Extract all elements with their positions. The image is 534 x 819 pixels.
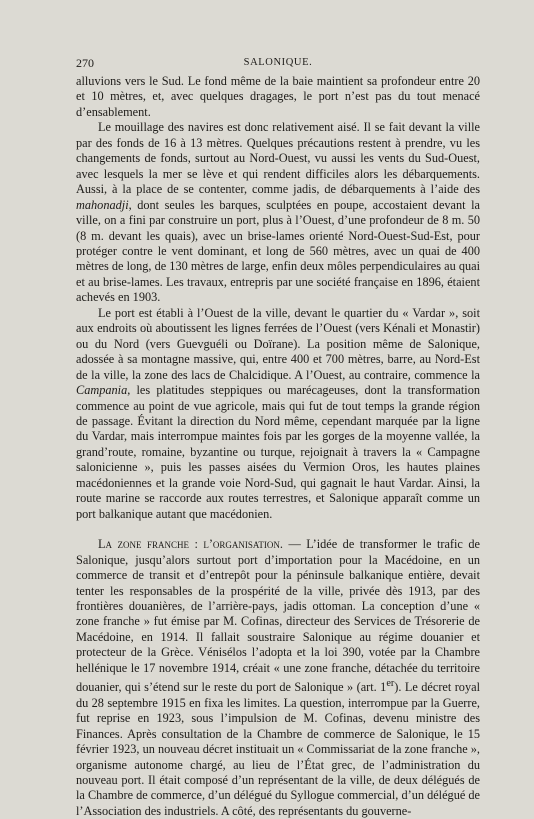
paragraph-anchorage [76, 120, 480, 305]
running-title: SALONIQUE. [243, 57, 313, 68]
paragraph-text: , les platitudes steppiques ou marécageuses, dont la transformation commence au point de vue agricole, mais qui fut de tout temps la grande région de passage. Évitant la direction du Nord même, cependant marquée par la ligne du Vardar, mais interrompue maintes fois par les gorges de la moyenne vallée, la grand’route, romaine, byzantine ou turque, rejoignait à travers la « Campagne salonicienne », puis les passes aisées du Vermion Oros, les hautes plaines macédoniennes et la grande voie Nord-Sud, qui gagnait le haut Vardar. Ainsi, la route marine se raccorde aux routes terrestres, et Salonique apparaît comme un port balkanique autant que macédonien. [76, 383, 480, 521]
page-number: 270 [76, 56, 94, 70]
paragraph-text: , dont seules les barques, sculptées en poupe, accostaient devant la ville, on a fini par construire un port, plus à l’Ouest, d’une profondeur de 8 m. 50 (8 m. devant les quais), avec un brise-lames orienté Nord-Ouest-Sud-Est, pour protéger contre le vent dominant, et long de 560 mètres, avec un quai de 400 mètres de long, de 130 mètres de large, enfin deux môles perpendiculaires au quai et au brise-lames. Les travaux, entrepris par une société française en 1896, étaient achevés en 1903. [76, 197, 480, 305]
paragraph-port-location [76, 306, 480, 522]
text-body [76, 74, 480, 819]
section-heading: La zone franche : l’organisation. [98, 537, 283, 552]
running-head [76, 56, 480, 70]
paragraph-text: ). Le décret royal du 28 septembre 1915 en fixa les limites. La question, interrompue par la Guerre, fut reprise en 1923, sous l’impulsion de M. Cofinas, devenu ministre des Finances. Après consultation de la Chambre de commerce de Salonique, le 15 février 1923, un nouveau décret instituait un « Commissariat de la zone franche », organisme autonome chargé, au lieu de l’État grec, de l’administration du nouveau port. Il était composé d’un représentant de la ville, de deux délégués de la Chambre de commerce, d’un délégué du Syllogue commercial, d’un délégué de l’Association des industriels. A côté, des représentants du gouverne- [76, 680, 480, 818]
italic-term: Campania [76, 383, 128, 398]
paragraph-free-zone [76, 537, 480, 819]
paragraph-text: L’idée de transformer le trafic de Salonique, jusqu’alors surtout port d’importation pour la Macédoine, en un commerce de transit et d’entrepôt pour la péninsule balkanique entière, devait tenter les responsables de la prospérité de la ville, privée dès 1913, par des frontières douanières, de l’arrière-pays, jadis ottoman. La conception d’une « zone franche » fut émise par M. Cofinas, directeur des Services de Trésorerie de Macédoine, en 1914. Il fallait soustraire Salonique au régime douanier et protecteur de la Grèce. Vénisélos l’adopta et la loi 390, votée par la Chambre hellénique le 17 novembre 1914, créait « une zone franche, détachée du territoire douanier, qui s’étend sur le reste du port de Salonique » (art. 1 [76, 537, 480, 695]
paragraph-continuation: alluvions vers le Sud. Le fond même de la baie maintient sa profondeur entre 20 et 10 mètres, et, avec quelques dragages, le port n’est pas du tout menacé d’ensablement. [76, 74, 480, 119]
heading-dash: — [283, 537, 307, 552]
paragraph-text: Le mouillage des navires est donc relativement aisé. Il se fait devant la ville par des fonds de 16 à 13 mètres. Quelques précautions restent à prendre, vu les changements de fonds, surtout au Nord-Ouest, vu aussi les vents du Sud-Ouest, avec lesquels la mer se lève et qui rendent difficiles alors les débarquements. Aussi, à la place de se contenter, comme jadis, de débarquements à l’aide des [76, 120, 480, 197]
italic-term: mahonadji [76, 197, 129, 212]
paragraph-text: Le port est établi à l’Ouest de la ville, devant le quartier du « Vardar », soit aux endroits où aboutissent les lignes ferrées de l’Ouest (vers Kénali et Monastir) ou du Nord (vers Guevguéli ou Doïrane). La position même de Salonique, adossée à sa montagne massive, qui, entre 400 et 700 mètres, barre, au Nord-Est de la ville, la zone des lacs de Chalcidique. A l’Ouest, au contraire, commence la [76, 305, 480, 382]
superscript: er [386, 678, 395, 690]
